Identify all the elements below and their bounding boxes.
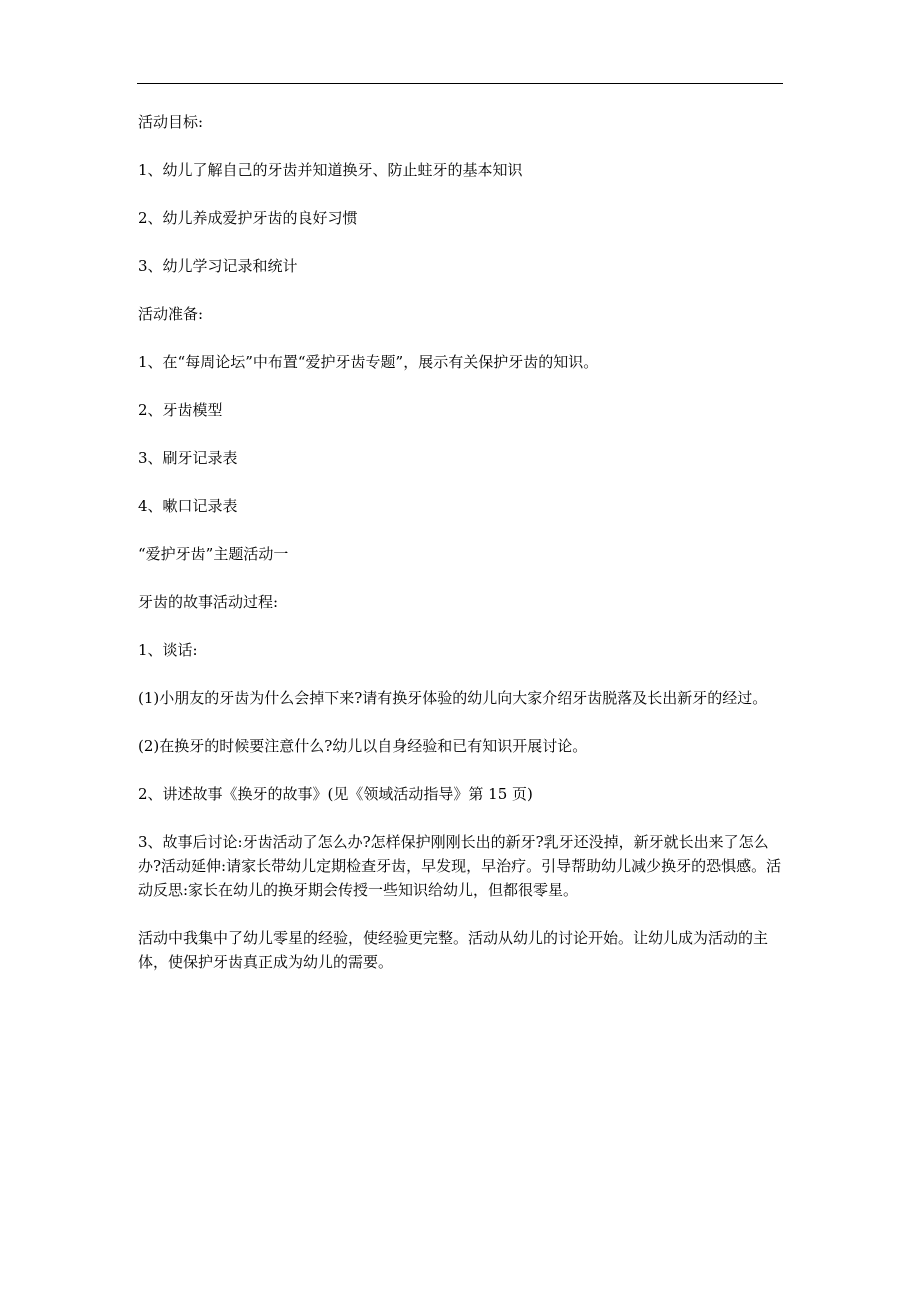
- heading-goals: 活动目标:: [138, 113, 204, 131]
- activity-title: “爱护牙齿”主题活动一: [138, 545, 289, 563]
- goal-item-3: 3、幼儿学习记录和统计: [138, 257, 298, 275]
- prep-item-2: 2、牙齿模型: [138, 401, 223, 419]
- process-sub-2: (2)在换牙的时候要注意什么?幼儿以自身经验和已有知识开展讨论。: [138, 737, 588, 755]
- process-step-3: 3、故事后讨论:牙齿活动了怎么办?怎样保护刚刚长出的新牙?乳牙还没掉，新牙就长出来了怎么办?活动延伸:请家长带幼儿定期检查牙齿，早发现，早治疗。引导帮助幼儿减少换牙的恐惧感。活动反思:家长在幼儿的换牙期会传授一些知识给幼儿，但都很零星。: [138, 833, 782, 899]
- heading-process: 牙齿的故事活动过程:: [138, 593, 279, 611]
- process-step-2: 2、讲述故事《换牙的故事》(见《领域活动指导》第 15 页): [138, 785, 533, 803]
- prep-item-4: 4、嗽口记录表: [138, 497, 238, 515]
- header-rule: [137, 83, 783, 84]
- reflection-paragraph: 活动中我集中了幼儿零星的经验，使经验更完整。活动从幼儿的讨论开始。让幼儿成为活动的主体，使保护牙齿真正成为幼儿的需要。: [138, 929, 769, 971]
- process-step-1: 1、谈话:: [138, 641, 198, 659]
- process-sub-1: (1)小朋友的牙齿为什么会掉下来?请有换牙体验的幼儿向大家介绍牙齿脱落及长出新牙的经过。: [138, 689, 768, 707]
- prep-item-3: 3、刷牙记录表: [138, 449, 238, 467]
- goal-item-1: 1、幼儿了解自己的牙齿并知道换牙、防止蛀牙的基本知识: [138, 161, 523, 179]
- goal-item-2: 2、幼儿养成爱护牙齿的良好习惯: [138, 209, 358, 227]
- prep-item-1: 1、在“每周论坛”中布置“爱护牙齿专题”，展示有关保护牙齿的知识。: [138, 353, 599, 371]
- document-body: [138, 110, 786, 974]
- heading-preparation: 活动准备:: [138, 305, 204, 323]
